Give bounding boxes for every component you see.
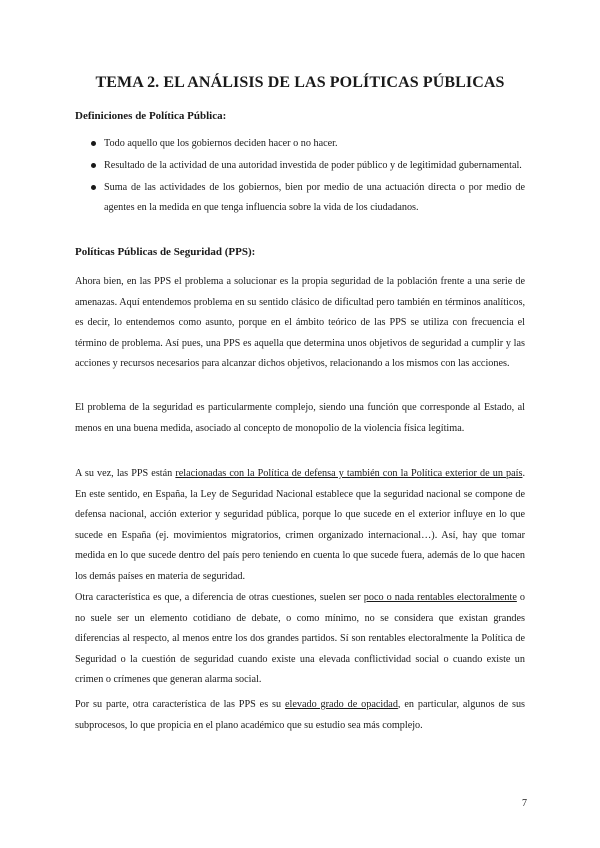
underlined-text: elevado grado de opacidad [285,699,398,710]
paragraph: A su vez, las PPS están relacionadas con la Política de defensa y también con la Política exterior de un país. En este sentido, en España, la Ley de Seguridad Nacional establece que la seguridad nacional se compone de defensa nacional, acción exterior y seguridad pública, porque lo que sucede en el exterior influye en lo que sucede en España (ej. movimientos migratorios, crimen organizado internacional…). Así, hay que tomar medida en lo que sucede dentro del país pero teniendo en cuenta lo que sucede fuera, además de lo que hacen los demás países en materia de seguridad. [75,468,525,582]
bullet-icon [91,141,96,146]
underlined-text: poco o nada rentables electoralmente [363,592,517,603]
page-number: 7 [522,798,527,809]
list-item: Resultado de la actividad de una autoridad investida de poder público y de legitimidad gubernamental. [75,156,525,176]
list-item: Suma de las actividades de los gobiernos, bien por medio de una actuación directa o por medio de agentes en la medida en que tenga influencia sobre la vida de los ciudadanos. [75,178,525,218]
pps-heading: Políticas Públicas de Seguridad (PPS): [75,246,256,258]
bullet-icon [91,185,96,190]
paragraph: Ahora bien, en las PPS el problema a solucionar es la propia seguridad de la población frente a una serie de amenazas. Aquí entendemos problema en su sentido clásico de dificultad pero también en términos analíticos, es decir, lo entendemos como asunto, porque en el ámbito teórico de las PPS se utiliza con frecuencia el término de problema. Así pues, una PPS es aquella que determina unos objetivos de seguridad a cumplir y las acciones y recursos necesarios para alcanzar dichos objetivos, relacionando a los mismos con las acciones. [75,276,525,369]
bullet-icon [91,163,96,168]
definitions-heading: Definiciones de Política Pública: [75,110,227,122]
paragraph: Otra característica es que, a diferencia de otras cuestiones, suelen ser poco o nada rentables electoralmente o no suele ser un elemento cotidiano de debate, o como mínimo, no se considera que existan grandes diferencias al respecto, al menos entre los dos grandes partidos. Sí son rentables electoralmente la Política de Seguridad o la cuestión de seguridad cuando existe una elevada conflictividad social o cuando existe un crimen o crímenes que generan alarma social. [75,592,525,685]
definitions-list [75,134,525,220]
paragraph: El problema de la seguridad es particularmente complejo, siendo una función que corresponde al Estado, al menos en una buena medida, asociado al concepto de monopolio de la violencia física legítima. [75,402,525,434]
underlined-text: relacionadas con la Política de defensa y también con la Política exterior de un país [175,468,523,479]
paragraph: Por su parte, otra característica de las PPS es su elevado grado de opacidad, en particular, algunos de sus subprocesos, lo que propicia en el plano académico que su estudio sea más complejo. [75,699,526,731]
page-title: TEMA 2. EL ANÁLISIS DE LAS POLÍTICAS PÚBLICAS [95,74,505,91]
list-item: Todo aquello que los gobiernos deciden hacer o no hacer. [75,134,525,154]
